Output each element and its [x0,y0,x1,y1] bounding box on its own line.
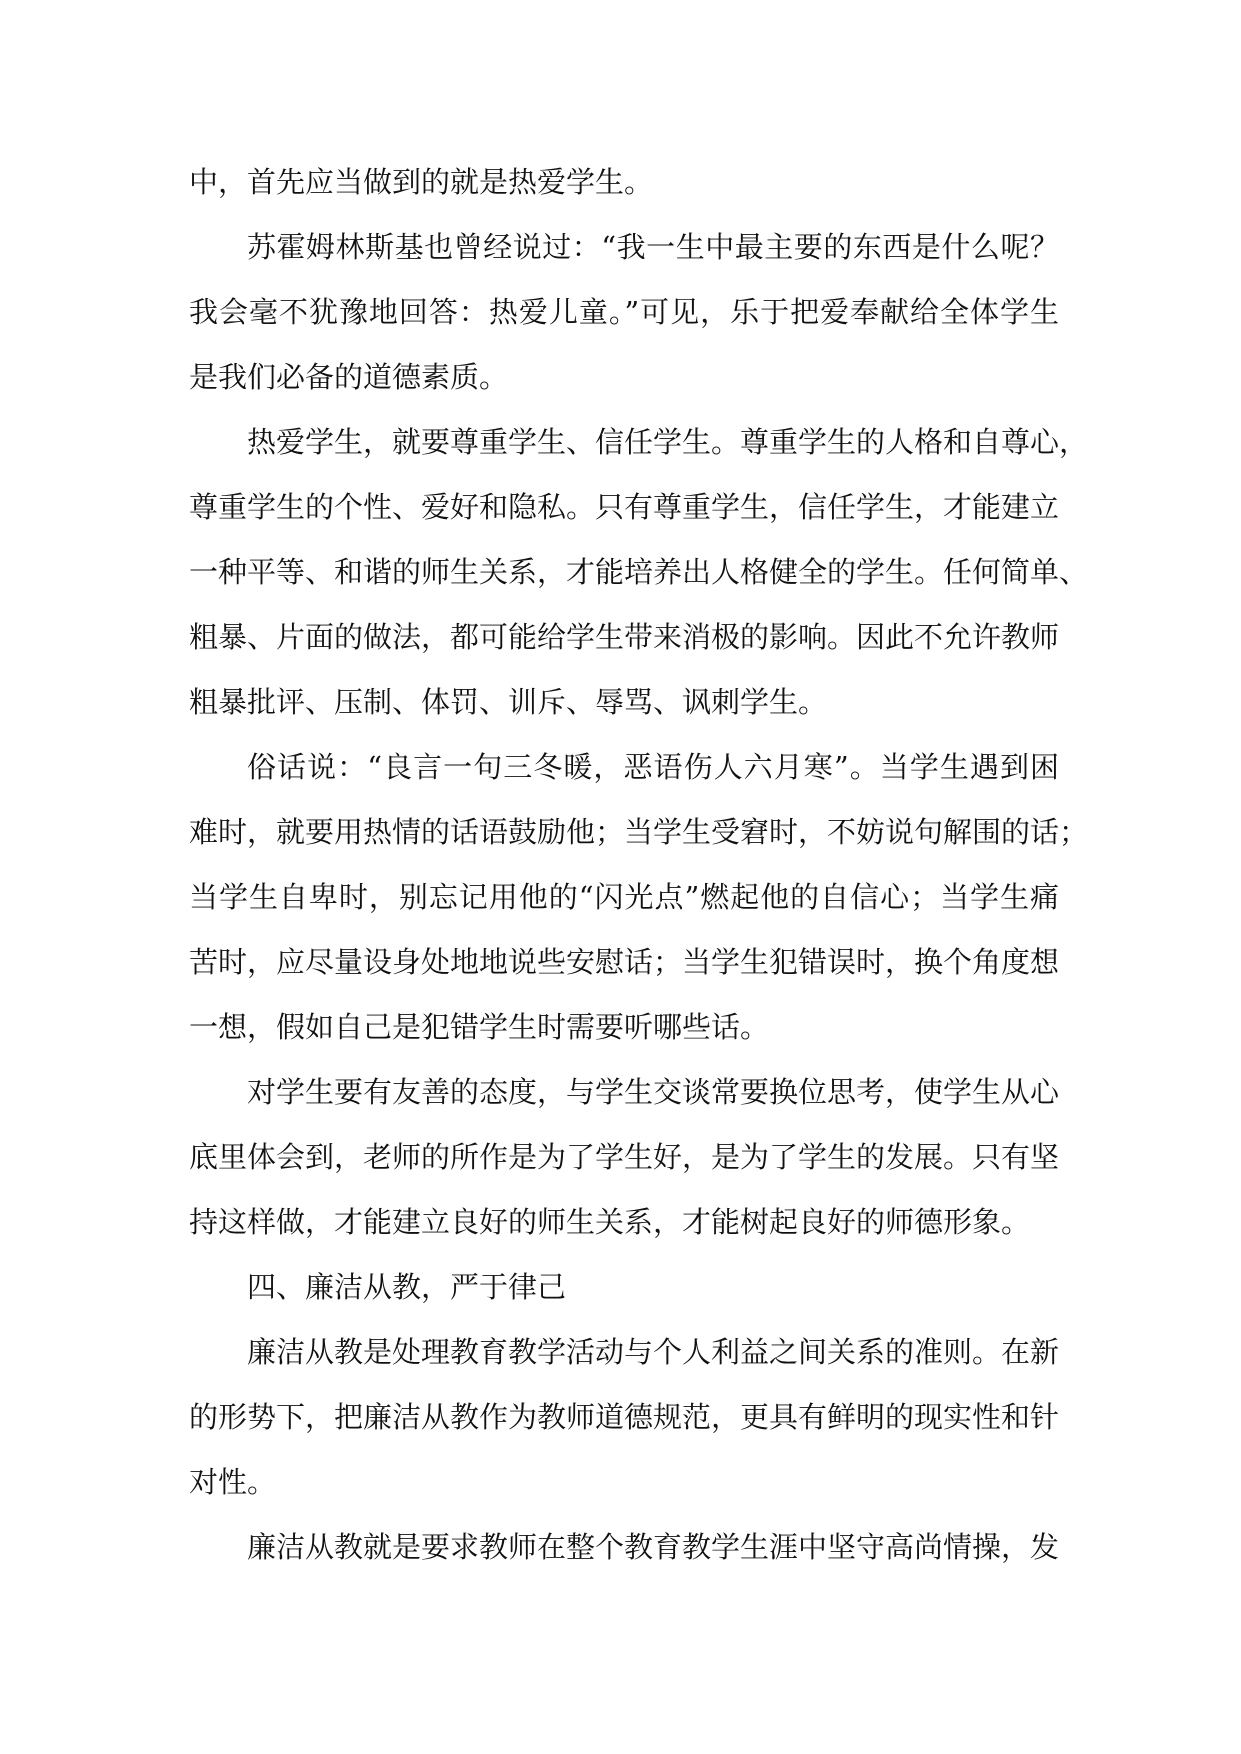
text-line: 苦时，应尽量设身处地地说些安慰话；当学生犯错误时，换个角度想 [189,945,1060,979]
text-line: 的形势下，把廉洁从教作为教师道德规范，更具有鲜明的现实性和针 [189,1400,1060,1434]
text-line: 廉洁从教就是要求教师在整个教育教学生涯中坚守高尚情操，发 [247,1530,1060,1564]
text-line: 难时，就要用热情的话语鼓励他；当学生受窘时，不妨说句解围的话； [189,815,1089,849]
text-line: 中，首先应当做到的就是热爱学生。 [189,165,654,199]
text-line: 持这样做，才能建立良好的师生关系，才能树起良好的师德形象。 [189,1205,1031,1239]
section-heading: 四、廉洁从教，严于律己 [247,1270,567,1304]
text-line: 我会毫不犹豫地回答：热爱儿童。”可见，乐于把爱奉献给全体学生 [189,295,1059,329]
text-line: 是我们必备的道德素质。 [189,360,509,394]
text-line: 俗话说：“良言一句三冬暖，恶语伤人六月寒”。当学生遇到困 [247,750,1059,784]
text-line: 粗暴批评、压制、体罚、训斥、辱骂、讽刺学生。 [189,685,828,719]
text-line: 苏霍姆林斯基也曾经说过：“我一生中最主要的东西是什么呢？ [247,230,1059,264]
text-line: 底里体会到，老师的所作是为了学生好，是为了学生的发展。只有坚 [189,1140,1060,1174]
text-line: 对性。 [189,1465,277,1499]
text-line: 当学生自卑时，别忘记用他的“闪光点”燃起他的自信心；当学生痛 [189,880,1059,914]
text-line: 一想，假如自己是犯错学生时需要听哪些话。 [189,1010,770,1044]
document-body [189,150,1089,1580]
text-line: 对学生要有友善的态度，与学生交谈常要换位思考，使学生从心 [247,1075,1060,1109]
text-line: 尊重学生的个性、爱好和隐私。只有尊重学生，信任学生，才能建立 [189,490,1060,524]
text-line: 热爱学生，就要尊重学生、信任学生。尊重学生的人格和自尊心， [247,425,1089,459]
text-line: 廉洁从教是处理教育教学活动与个人利益之间关系的准则。在新 [247,1335,1060,1369]
text-line: 粗暴、片面的做法，都可能给学生带来消极的影响。因此不允许教师 [189,620,1060,654]
text-line: 一种平等、和谐的师生关系，才能培养出人格健全的学生。任何简单、 [189,555,1089,589]
